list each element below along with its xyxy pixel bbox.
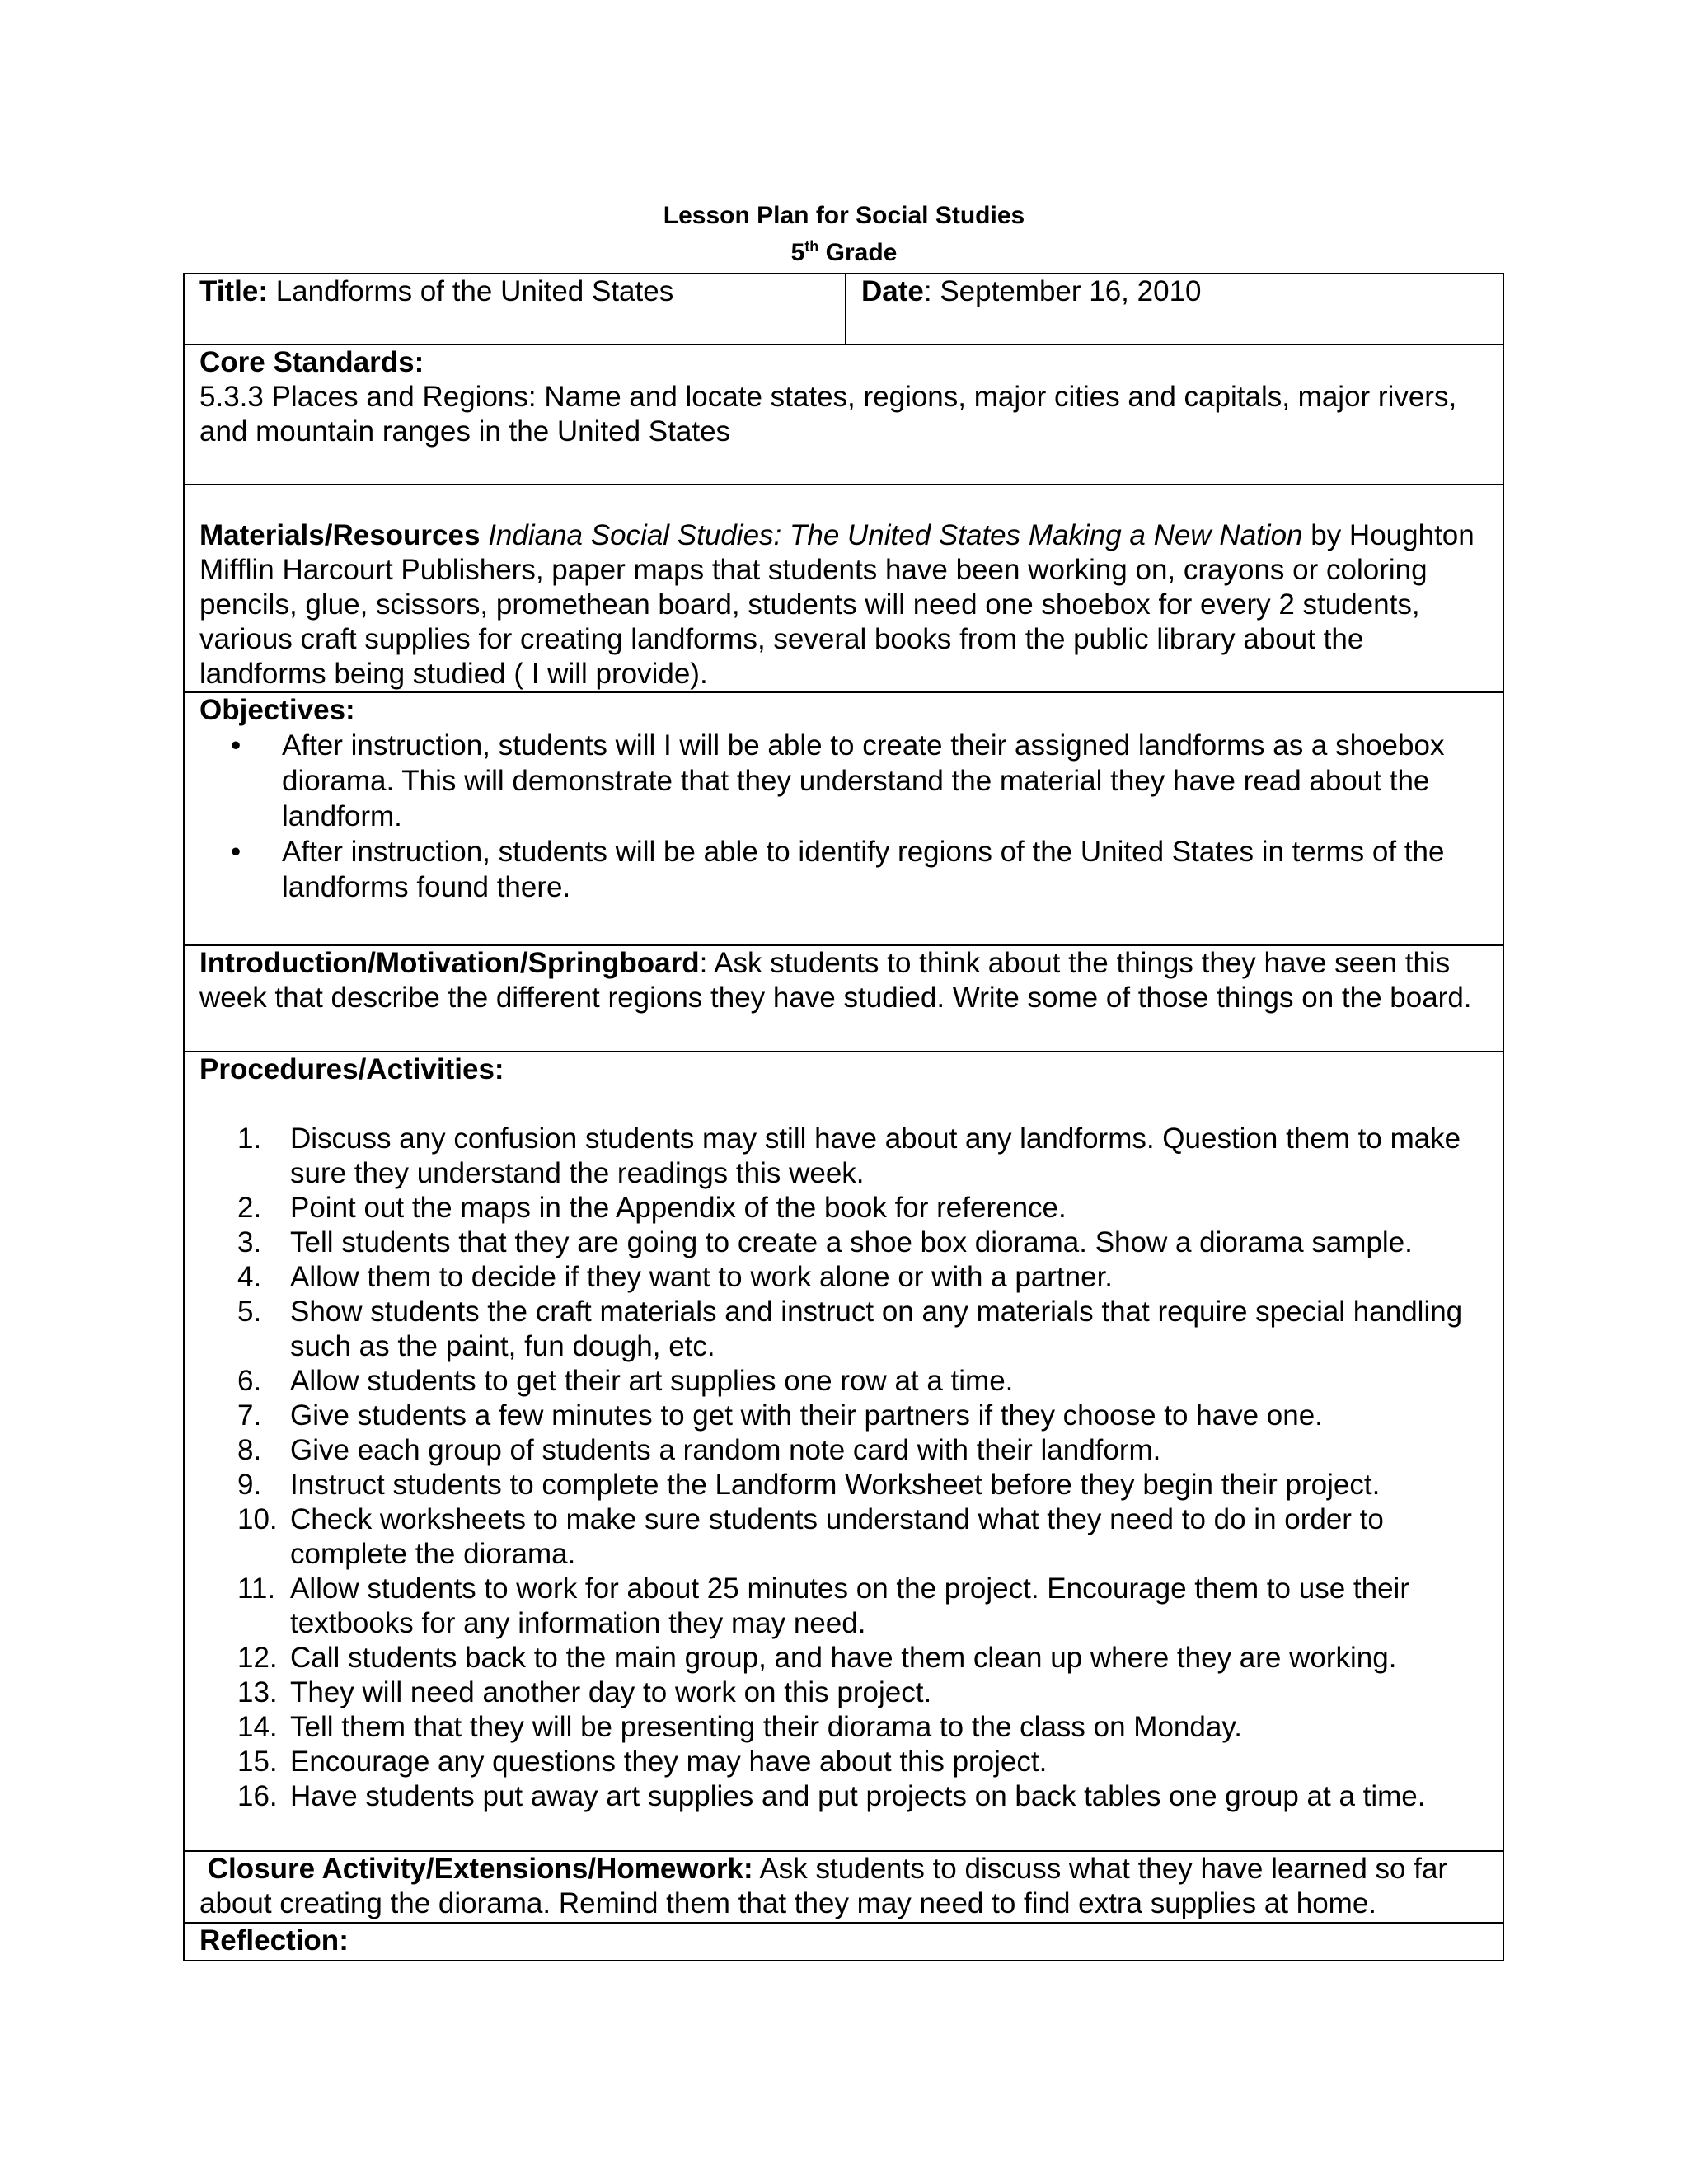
procedure-step: 11. Allow students to work for about 25 minutes on the project. Encourage them to use their textbooks for any information they may need.	[237, 1572, 1409, 1639]
closure-text: Ask students to discuss what they have learned so far about creating the diorama. Remind them that they may need to find extra supplies at home.	[199, 1853, 1448, 1919]
grade-word: Grade	[825, 239, 898, 266]
procedure-step: 14. Tell them that they will be presenting their diorama to the class on Monday.	[237, 1711, 1242, 1743]
grade-suffix: th	[804, 238, 819, 255]
lesson-plan-table	[183, 273, 1504, 1961]
procedure-step: 12. Call students back to the main group, and have them clean up where they are working.	[237, 1642, 1397, 1674]
objectives-row	[185, 693, 1503, 946]
core-standards-row	[185, 345, 1503, 485]
document-title: Lesson Plan for Social Studies	[663, 202, 1025, 229]
objectives-label: Objectives:	[199, 694, 355, 726]
procedure-step: 9. Instruct students to complete the Landform Worksheet before they begin their project.	[237, 1469, 1381, 1501]
procedure-step: 2. Point out the maps in the Appendix of the book for reference.	[237, 1192, 1067, 1224]
objective-text: After instruction, students will I will be able to create their assigned landforms as a shoebox diorama. This will demonstrate that they understand the material they have read about the landform.	[282, 729, 1445, 832]
reflection-label: Reflection:	[199, 1924, 349, 1957]
closure-label: Closure Activity/Extensions/Homework:	[207, 1853, 753, 1885]
materials-label: Materials/Resources	[199, 519, 481, 551]
procedures-list	[199, 1122, 1488, 1814]
date-label: Date	[861, 275, 924, 307]
grade-number: 5	[790, 239, 805, 266]
core-standards-text: 5.3.3 Places and Regions: Name and locate states, regions, major cities and capitals, major rivers, and mountain ranges in the United States	[199, 381, 1457, 448]
grade-heading	[0, 235, 1688, 271]
title-value: Landforms of the United States	[267, 275, 674, 307]
reflection-row	[185, 1924, 1503, 1960]
introduction-label: Introduction/Motivation/Springboard	[199, 947, 700, 979]
procedure-step: 8. Give each group of students a random note card with their landform.	[237, 1434, 1161, 1466]
procedure-step: 1. Discuss any confusion students may still have about any landforms. Question them to make sure they understand the readings this week.	[237, 1122, 1461, 1189]
materials-row	[185, 485, 1503, 693]
date-cell	[846, 274, 1503, 344]
introduction-row	[185, 946, 1503, 1052]
bullet-icon: •	[231, 836, 241, 868]
core-standards-label: Core Standards:	[199, 346, 424, 378]
objective-text: After instruction, students will be able to identify regions of the United States in terms of the landforms found there.	[282, 836, 1445, 903]
procedure-step: 7. Give students a few minutes to get with their partners if they choose to have one.	[237, 1399, 1323, 1432]
procedures-label: Procedures/Activities:	[199, 1053, 504, 1085]
title-cell	[185, 274, 846, 344]
bullet-icon: •	[231, 729, 241, 762]
objectives-list	[199, 728, 1488, 905]
procedure-step: 4. Allow them to decide if they want to work alone or with a partner.	[237, 1261, 1114, 1293]
procedure-step: 5. Show students the craft materials and instruct on any materials that require special handling such as the paint, fun dough, etc.	[237, 1296, 1463, 1362]
date-value: : September 16, 2010	[923, 275, 1202, 307]
materials-text: by Houghton Mifflin Harcourt Publishers, paper maps that students have been working on, crayons or coloring pencils, glue, scissors, promethean board, students will need one shoebox for every 2 students, various craft supplies for creating landforms, several books from the public library about the landforms being studied ( I will provide).	[199, 519, 1475, 690]
title-label: Title:	[199, 275, 268, 307]
title-date-row	[185, 274, 1503, 345]
procedure-step: 16. Have students put away art supplies and put projects on back tables one group at a time.	[237, 1780, 1426, 1812]
procedure-step: 10. Check worksheets to make sure students understand what they need to do in order to complete the diorama.	[237, 1503, 1384, 1570]
introduction-text: : Ask students to think about the things they have seen this week that describe the different regions they have studied. Write some of those things on the board.	[199, 947, 1472, 1014]
closure-row	[185, 1852, 1503, 1924]
procedure-step: 3. Tell students that they are going to create a shoe box diorama. Show a diorama sample.	[237, 1226, 1413, 1258]
objective-item	[231, 834, 1488, 905]
procedure-step: 15. Encourage any questions they may have about this project.	[237, 1746, 1048, 1778]
objective-item	[231, 728, 1488, 834]
procedure-step: 13. They will need another day to work on this project.	[237, 1676, 932, 1708]
procedure-step: 6. Allow students to get their art supplies one row at a time.	[237, 1365, 1014, 1397]
materials-book-title: Indiana Social Studies: The United States Making a New Nation	[488, 519, 1303, 551]
procedures-row	[185, 1052, 1503, 1852]
